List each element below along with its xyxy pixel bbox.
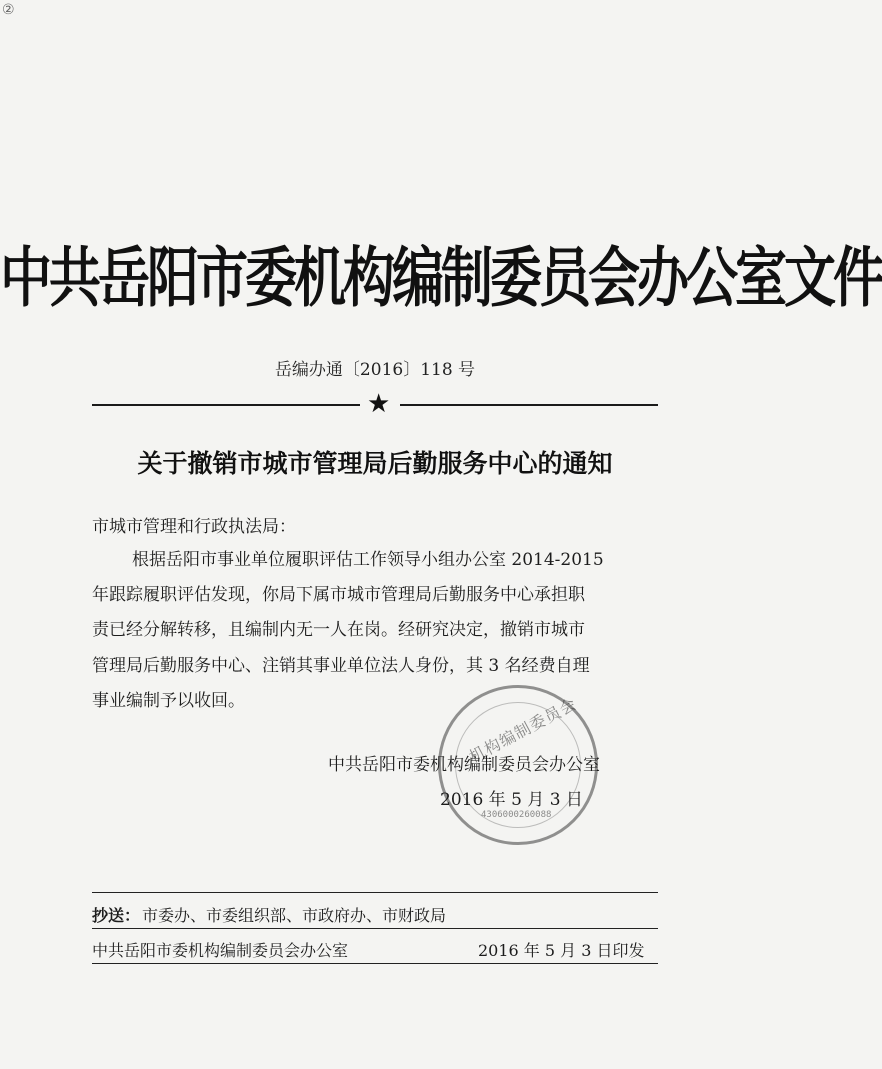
signature-date: 2016 年 5 月 3 日 [440, 790, 583, 810]
document-number: 岳编办通〔2016〕118 号 [274, 360, 476, 380]
header-divider-left [92, 404, 360, 406]
body-line: 管理局后勤服务中心、注销其事业单位法人身份，其 3 名经费自理 [92, 656, 590, 676]
notice-title: 关于撤销市城市管理局后勤服务中心的通知 [137, 449, 613, 478]
footer-rule-bottom [92, 963, 658, 964]
cc-recipients: 市委办、市委组织部、市政府办、市财政局 [142, 906, 447, 925]
body-line: 根据岳阳市事业单位履职评估工作领导小组办公室 2014-2015 [132, 550, 604, 570]
footer-rule-top [92, 892, 658, 893]
notice-recipient: 市城市管理和行政执法局： [92, 517, 296, 537]
document-header-title: 中共岳阳市委机构编制委员会办公室文件 [0, 241, 882, 317]
official-seal-code: 4306000260088 [481, 810, 552, 820]
cc-label: 抄送： [92, 906, 141, 925]
body-line: 年跟踪履职评估发现，你局下属市城市管理局后勤服务中心承担职 [92, 585, 585, 605]
margin-mark: ② [2, 2, 15, 18]
official-seal-text: 机构编制委员会 [465, 694, 580, 767]
star-icon: ★ [367, 389, 391, 419]
header-divider-right [400, 404, 658, 406]
body-line: 责已经分解转移，且编制内无一人在岗。经研究决定，撤销市城市 [92, 620, 585, 640]
body-line: 事业编制予以收回。 [92, 691, 245, 711]
footer-print-date: 2016 年 5 月 3 日印发 [478, 941, 645, 960]
footer-issuer: 中共岳阳市委机构编制委员会办公室 [92, 941, 349, 960]
footer-rule-middle [92, 928, 658, 929]
signature-organization: 中共岳阳市委机构编制委员会办公室 [328, 755, 600, 775]
